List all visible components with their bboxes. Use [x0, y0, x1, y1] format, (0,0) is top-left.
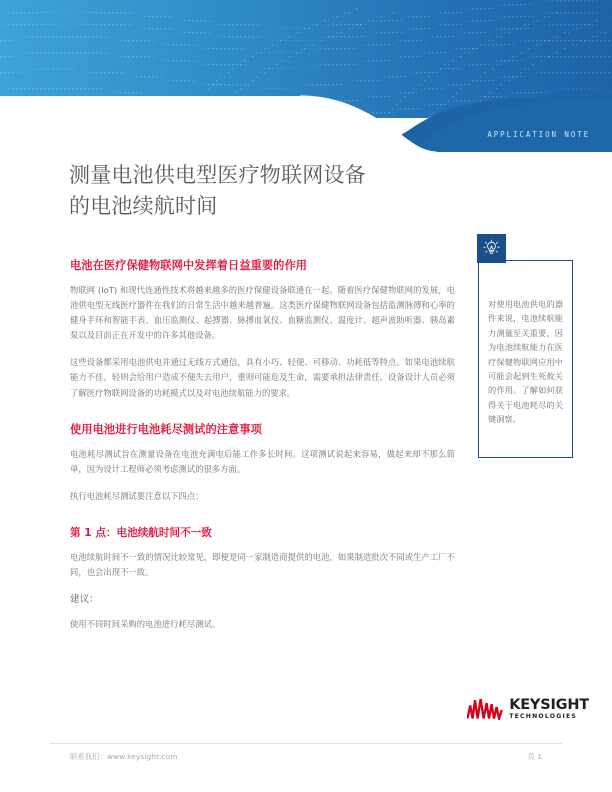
lightbulb-idea-icon	[482, 239, 501, 258]
keysight-wordmark	[509, 698, 589, 720]
section-1-paragraph-1: 物联网 (IoT) 和现代连通性技术将越来越多的医疗保健设备联通在一起。随着医疗保健物联网的发展，电池供电型无线医疗器件在我们的日常生活中越来越普遍。这类医疗保健物联网设备包括监测脉搏和心率的健身手环和智能手表、血压监测仪、起搏器、脉搏血氧仪、血糖监测仪、温度计、超声波助听器、胰岛素泵以及目前正在开发中的许多其他设备。	[70, 285, 455, 341]
footer-divider	[50, 743, 562, 744]
page-title	[69, 160, 469, 222]
section-heading-1: 电池在医疗保健物联网中发挥着日益重要的作用	[70, 259, 308, 272]
main-content	[70, 258, 455, 644]
footer-url[interactable]: www.keysight.com	[106, 752, 178, 761]
spacer	[70, 517, 455, 525]
point-1-paragraph: 电池续航时间不一致的情况比较常见，即便是同一家制造商提供的电池，如果制造批次不同或生产工厂不同，也会出现不一致。	[70, 551, 455, 578]
keysight-name: KEYSIGHT	[509, 696, 589, 713]
page-title-line-2: 的电池续航时间	[69, 194, 218, 218]
section-heading-2: 使用电池进行电池耗尽测试的注意事项	[70, 422, 262, 436]
footer-contact	[70, 751, 178, 762]
keysight-tagline: TECHNOLOGIES	[509, 712, 578, 720]
header-banner	[0, 0, 612, 152]
section-1-paragraph-2: 这些设备都采用电池供电并通过无线方式通信，具有小巧、轻便、可移动、功耗低等特点。如果电池续航能力不佳，轻则会给用户造成不便失去用户，重则可能危及生命，需要承担法律责任。设备设计人员必须了解医疗物联网设备的功耗模式以及对电池续航能力的要求。	[70, 357, 455, 398]
spacer	[70, 413, 455, 422]
point-1-heading: 第 1 点：电池续航时间不一致	[70, 526, 212, 539]
keysight-waveform-mark	[467, 698, 503, 720]
section-2-paragraph-2: 执行电池耗尽测试要注意以下四点：	[70, 490, 204, 501]
page-footer	[70, 751, 542, 762]
page-title-line-1: 测量电池供电型医疗物联网设备	[69, 163, 366, 187]
advice-text: 使用不同时间采购的电池进行耗尽测试。	[70, 619, 221, 630]
callout-box	[478, 260, 573, 458]
application-note-label: APPLICATION NOTE	[487, 130, 590, 139]
advice-label: 建议：	[70, 594, 99, 606]
section-2-paragraph-1: 电池耗尽测试旨在测量设备在电池充满电后能工作多长时间。这项测试说起来容易，做起来却不那么简单，因为设计工程师必须考虑测试的很多方面。	[70, 448, 455, 474]
keysight-logo	[467, 698, 589, 720]
callout-badge	[477, 234, 506, 263]
footer-page-number: 页 1	[527, 752, 542, 761]
callout-text: 对使用电池供电的器件来说，电池续航能力测量至关重要，因为电池续航能力在医疗保健物联网应用中可能会起到生死攸关的作用。了解如何获得关于电池耗尽的关键洞察。	[488, 299, 563, 425]
footer-contact-label: 联系我们：	[70, 752, 107, 761]
